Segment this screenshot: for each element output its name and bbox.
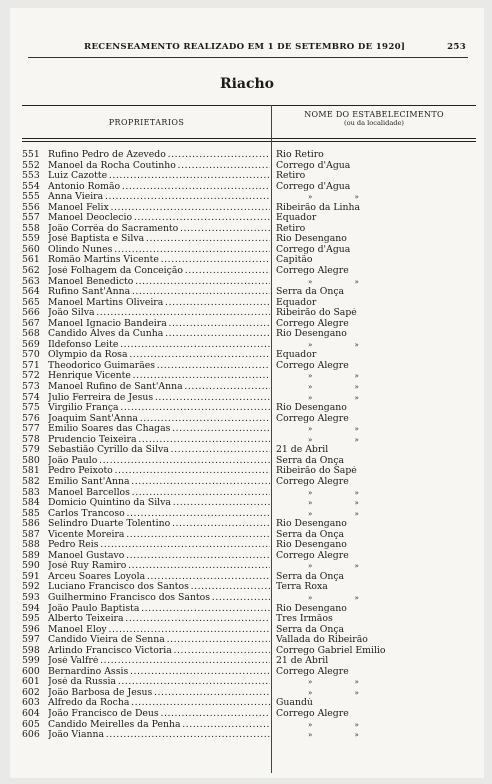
establishment-name: » » xyxy=(308,425,379,434)
establishment-name: 21 de Abril xyxy=(276,656,329,667)
table-row xyxy=(10,730,484,741)
row-number: 602 xyxy=(22,686,40,698)
establishment-name: Terra Roxa xyxy=(276,582,328,593)
establishment-name: Corrego Alegre xyxy=(276,413,349,424)
table-row xyxy=(10,593,484,604)
establishment-name: Corrego Alegre xyxy=(276,266,349,277)
table-rule-header xyxy=(22,138,476,139)
establishment-name: Ribeirão do Sapé xyxy=(276,466,357,477)
owner-name: Manoel Martins Oliveira . . . xyxy=(48,298,270,309)
row-number: 598 xyxy=(22,644,40,656)
table-row xyxy=(10,646,484,657)
row-number: 599 xyxy=(22,655,40,667)
establishment-name: » » xyxy=(308,277,379,286)
table-row xyxy=(10,488,484,499)
table-row xyxy=(10,319,484,330)
table-row xyxy=(10,635,484,646)
owner-name: Ildefonso Leite . . . xyxy=(48,340,270,351)
establishment-name: Serra da Onça xyxy=(276,571,345,582)
establishment-name: 21 de Abril xyxy=(276,445,329,456)
establishment-name: Corrego Alegre xyxy=(276,708,349,719)
establishment-name: Corrego Alegre xyxy=(276,318,349,329)
row-number: 552 xyxy=(22,159,40,171)
owner-name: Olindo Nunes . . . xyxy=(48,245,270,256)
column-header-establishment xyxy=(272,110,476,128)
row-number: 601 xyxy=(22,676,40,688)
establishment-name: Rio Desengano xyxy=(276,329,347,340)
owner-name: Emilio Soares das Chagas . . . xyxy=(48,424,270,435)
column-header-owners: PROPRIETARIOS xyxy=(108,118,185,127)
establishment-name: » » xyxy=(308,488,379,497)
owner-name: Arceu Soares Loyola . . . xyxy=(48,572,270,583)
owner-name: Manoel Barcellos . . . xyxy=(48,488,270,499)
row-number: 562 xyxy=(22,265,40,277)
row-number: 571 xyxy=(22,359,40,371)
row-number: 558 xyxy=(22,222,40,234)
table-row xyxy=(10,551,484,562)
owner-name: Guilhermino Francisco dos Santos . . . xyxy=(48,593,270,604)
owner-name: Sebastião Cyrillo da Silva . . . xyxy=(48,445,270,456)
row-number: 566 xyxy=(22,307,40,319)
owner-name: Olympio da Rosa . . . xyxy=(48,350,270,361)
owner-name: João Paulo Baptista . . . xyxy=(48,604,270,615)
table-row xyxy=(10,266,484,277)
establishment-name: Equador xyxy=(276,297,317,308)
row-number: 591 xyxy=(22,570,40,582)
column-header-establishment-sub: (ou da localidade) xyxy=(344,119,404,127)
table-row xyxy=(10,213,484,224)
establishment-name: Rio Desengano xyxy=(276,519,347,530)
row-number: 604 xyxy=(22,707,40,719)
table-row xyxy=(10,466,484,477)
establishment-name: Corrego Alegre xyxy=(276,666,349,677)
owner-name: Candido Vieira de Senna . . . xyxy=(48,635,270,646)
table-row xyxy=(10,498,484,509)
establishment-name: Rio Desengano xyxy=(276,603,347,614)
establishment-name: Rio Desengano xyxy=(276,234,347,245)
owner-name: João Silva . . . xyxy=(48,308,270,319)
establishment-name: Serra da Onça xyxy=(276,455,345,466)
row-number: 578 xyxy=(22,433,40,445)
table-row xyxy=(10,361,484,372)
owner-name: José Ruy Ramiro . . . xyxy=(48,561,270,572)
table-row xyxy=(10,604,484,615)
owner-name: José Baptista e Silva . . . xyxy=(48,234,270,245)
table-row xyxy=(10,245,484,256)
owner-name: Manoel Felix . . . xyxy=(48,203,270,214)
owner-name: Candido Meirelles da Penha . . . xyxy=(48,720,270,731)
owner-name: Bernardino Assis . . . xyxy=(48,667,270,678)
establishment-name: » » xyxy=(308,372,379,381)
row-number: 574 xyxy=(22,391,40,403)
establishment-name: Corrego d'Agua xyxy=(276,160,351,171)
table-row xyxy=(10,255,484,266)
row-number: 564 xyxy=(22,286,40,298)
establishment-name: Corrego d'Agua xyxy=(276,181,351,192)
establishment-name: Rio Desengano xyxy=(276,540,347,551)
owner-name: Prudencio Teixeira . . . xyxy=(48,435,270,446)
establishment-name: Rio Desengano xyxy=(276,403,347,414)
table-row xyxy=(10,171,484,182)
establishment-name: » » xyxy=(308,720,379,729)
table-row xyxy=(10,277,484,288)
table-row xyxy=(10,561,484,572)
table-row xyxy=(10,614,484,625)
table-row xyxy=(10,371,484,382)
row-number: 584 xyxy=(22,497,40,509)
owner-name: Carlos Trancoso . . . xyxy=(48,509,270,520)
header-title: RECENSEAMENTO REALIZADO EM 1 DE SETEMBRO DE 1920] xyxy=(84,42,406,52)
table-rule-header-double xyxy=(22,141,476,142)
table-row xyxy=(10,414,484,425)
table-row xyxy=(10,234,484,245)
owner-name: Rufino Pedro de Azevedo . . . xyxy=(48,150,270,161)
table-row xyxy=(10,709,484,720)
owner-name: Pedro Reis . . . xyxy=(48,540,270,551)
establishment-name: » » xyxy=(308,499,379,508)
row-number: 565 xyxy=(22,296,40,308)
table-row xyxy=(10,625,484,636)
row-number: 579 xyxy=(22,444,40,456)
owner-name: Vicente Moreira . . . xyxy=(48,530,270,541)
owner-name: Luciano Francisco dos Santos . . . xyxy=(48,582,270,593)
owner-name: Anna Vieira . . . xyxy=(48,192,270,203)
establishment-name: » » xyxy=(308,193,379,202)
table-row xyxy=(10,161,484,172)
establishment-name: » » xyxy=(308,393,379,402)
page-number: 253 xyxy=(447,42,466,52)
row-number: 606 xyxy=(22,729,40,741)
table-row xyxy=(10,340,484,351)
owner-name: Emilio Sant'Anna . . . xyxy=(48,477,270,488)
owner-name: Manoel Ignacio Bandeira . . . xyxy=(48,319,270,330)
row-number: 580 xyxy=(22,454,40,466)
establishment-name: » » xyxy=(308,340,379,349)
row-number: 593 xyxy=(22,591,40,603)
table-row xyxy=(10,329,484,340)
table-row xyxy=(10,435,484,446)
place-title: Riacho xyxy=(219,76,275,92)
row-number: 587 xyxy=(22,528,40,540)
owner-name: Manoel da Rocha Coutinho . . . xyxy=(48,161,270,172)
owner-name: João Corrêa do Sacramento . . . xyxy=(48,224,270,235)
establishment-name: Corrego d'Agua xyxy=(276,244,351,255)
table-row xyxy=(10,182,484,193)
row-number: 568 xyxy=(22,328,40,340)
owner-name: Rufino Sant'Anna . . . xyxy=(48,287,270,298)
table-row xyxy=(10,382,484,393)
row-number: 570 xyxy=(22,349,40,361)
table-row xyxy=(10,519,484,530)
column-header-establishment-title: NOME DO ESTABELECIMENTO xyxy=(304,110,444,119)
establishment-name: Corrego Alegre xyxy=(276,360,349,371)
owners-table-body xyxy=(10,150,484,741)
owner-name: Manoel Gustavo . . . xyxy=(48,551,270,562)
table-row xyxy=(10,150,484,161)
owner-name: João Barbosa de Jesus . . . xyxy=(48,688,270,699)
row-number: 603 xyxy=(22,697,40,709)
table-row xyxy=(10,530,484,541)
row-number: 605 xyxy=(22,718,40,730)
row-number: 595 xyxy=(22,613,40,625)
owner-name: João Vianna . . . xyxy=(48,730,270,741)
table-rule-top xyxy=(22,105,476,106)
establishment-name: Serra da Onça xyxy=(276,529,345,540)
table-row xyxy=(10,477,484,488)
table-row xyxy=(10,688,484,699)
establishment-name: Corrego Alegre xyxy=(276,550,349,561)
table-row xyxy=(10,698,484,709)
row-number: 594 xyxy=(22,602,40,614)
establishment-name: Retiro xyxy=(276,223,306,234)
row-number: 596 xyxy=(22,623,40,635)
establishment-name: Corrego Gabriel Emilio xyxy=(276,645,386,656)
owner-name: José Valfré . . . xyxy=(48,656,270,667)
establishment-name: Serra da Onça xyxy=(276,287,345,298)
establishment-name: » » xyxy=(308,435,379,444)
table-row xyxy=(10,582,484,593)
table-row xyxy=(10,540,484,551)
table-row xyxy=(10,224,484,235)
owner-name: Alfredo da Rocha . . . xyxy=(48,698,270,709)
header-rule xyxy=(28,57,468,58)
establishment-name: » » xyxy=(308,509,379,518)
row-number: 575 xyxy=(22,402,40,414)
table-row xyxy=(10,192,484,203)
table-row xyxy=(10,203,484,214)
establishment-name: Tres Irmãos xyxy=(276,614,333,625)
row-number: 556 xyxy=(22,201,40,213)
owner-name: Romão Martins Vicente . . . xyxy=(48,255,270,266)
table-row xyxy=(10,298,484,309)
owner-name: Joaquim Sant'Anna . . . xyxy=(48,414,270,425)
row-number: 583 xyxy=(22,486,40,498)
owner-name: José da Russia . . . xyxy=(48,677,270,688)
table-row xyxy=(10,456,484,467)
establishment-name: Equador xyxy=(276,213,317,224)
row-number: 569 xyxy=(22,338,40,350)
row-number: 557 xyxy=(22,212,40,224)
row-number: 597 xyxy=(22,634,40,646)
owner-name: Arlindo Francisco Victoria . . . xyxy=(48,646,270,657)
row-number: 588 xyxy=(22,539,40,551)
establishment-name: » » xyxy=(308,688,379,697)
document-page xyxy=(10,8,484,778)
row-number: 561 xyxy=(22,254,40,266)
row-number: 600 xyxy=(22,665,40,677)
owner-name: Selindro Duarte Tolentino . . . xyxy=(48,519,270,530)
table-row xyxy=(10,393,484,404)
row-number: 559 xyxy=(22,233,40,245)
owner-name: Julio Ferreira de Jesus . . . xyxy=(48,393,270,404)
owner-name: Manoel Eloy . . . xyxy=(48,625,270,636)
row-number: 577 xyxy=(22,423,40,435)
table-row xyxy=(10,677,484,688)
row-number: 573 xyxy=(22,381,40,393)
row-number: 554 xyxy=(22,180,40,192)
table-row xyxy=(10,287,484,298)
row-number: 586 xyxy=(22,518,40,530)
owner-name: Henrique Vicente . . . xyxy=(48,371,270,382)
table-row xyxy=(10,667,484,678)
row-number: 553 xyxy=(22,170,40,182)
row-number: 576 xyxy=(22,412,40,424)
owner-name: Manoel Benedicto . . . xyxy=(48,277,270,288)
table-row xyxy=(10,308,484,319)
owner-name: João Francisco de Deus . . . xyxy=(48,709,270,720)
row-number: 563 xyxy=(22,275,40,287)
owner-name: Manoel Deoclecio . . . xyxy=(48,213,270,224)
owner-name: Luiz Cazotte . . . xyxy=(48,171,270,182)
establishment-name: Rio Retiro xyxy=(276,150,324,160)
establishment-name: Corrego Alegre xyxy=(276,476,349,487)
table-row xyxy=(10,403,484,414)
table-row xyxy=(10,720,484,731)
establishment-name: Guandú xyxy=(276,698,313,709)
row-number: 567 xyxy=(22,317,40,329)
row-number: 560 xyxy=(22,243,40,255)
row-number: 555 xyxy=(22,191,40,203)
table-row xyxy=(10,572,484,583)
establishment-name: Equador xyxy=(276,350,317,361)
table-row xyxy=(10,509,484,520)
owner-name: Alberto Teixeira . . . xyxy=(48,614,270,625)
owner-name: Antonio Romão . . . xyxy=(48,182,270,193)
establishment-name: Capitão xyxy=(276,255,313,266)
owner-name: Manoel Rufino de Sant'Anna . . . xyxy=(48,382,270,393)
owner-name: Pedro Peixoto . . . xyxy=(48,466,270,477)
owner-name: Candido Alves da Cunha . . . xyxy=(48,329,270,340)
owner-name: Virgilio França . . . xyxy=(48,403,270,414)
table-row xyxy=(10,350,484,361)
owner-name: José Folhagem da Conceição . . . xyxy=(48,266,270,277)
row-number: 592 xyxy=(22,581,40,593)
row-number: 585 xyxy=(22,507,40,519)
establishment-name: » » xyxy=(308,593,379,602)
establishment-name: » » xyxy=(308,383,379,392)
establishment-name: Ribeirão do Sapé xyxy=(276,308,357,319)
owner-name: João Paulo . . . xyxy=(48,456,270,467)
establishment-name: Serra da Onça xyxy=(276,624,345,635)
establishment-name: » » xyxy=(308,678,379,687)
page-header xyxy=(24,42,472,56)
table-row xyxy=(10,424,484,435)
row-number: 589 xyxy=(22,549,40,561)
row-number: 572 xyxy=(22,370,40,382)
establishment-name: » » xyxy=(308,562,379,571)
owner-name: Theodorico Guimarães . . . xyxy=(48,361,270,372)
row-number: 551 xyxy=(22,149,40,160)
table-row xyxy=(10,656,484,667)
owner-name: Domicio Quintino da Silva . . . xyxy=(48,498,270,509)
row-number: 581 xyxy=(22,465,40,477)
establishment-name: » » xyxy=(308,731,379,740)
row-number: 590 xyxy=(22,560,40,572)
establishment-name: Retiro xyxy=(276,171,306,182)
table-row xyxy=(10,445,484,456)
row-number: 582 xyxy=(22,475,40,487)
establishment-name: Ribeirão da Linha xyxy=(276,202,361,213)
establishment-name: Vallada do Ribeirão xyxy=(276,635,368,646)
